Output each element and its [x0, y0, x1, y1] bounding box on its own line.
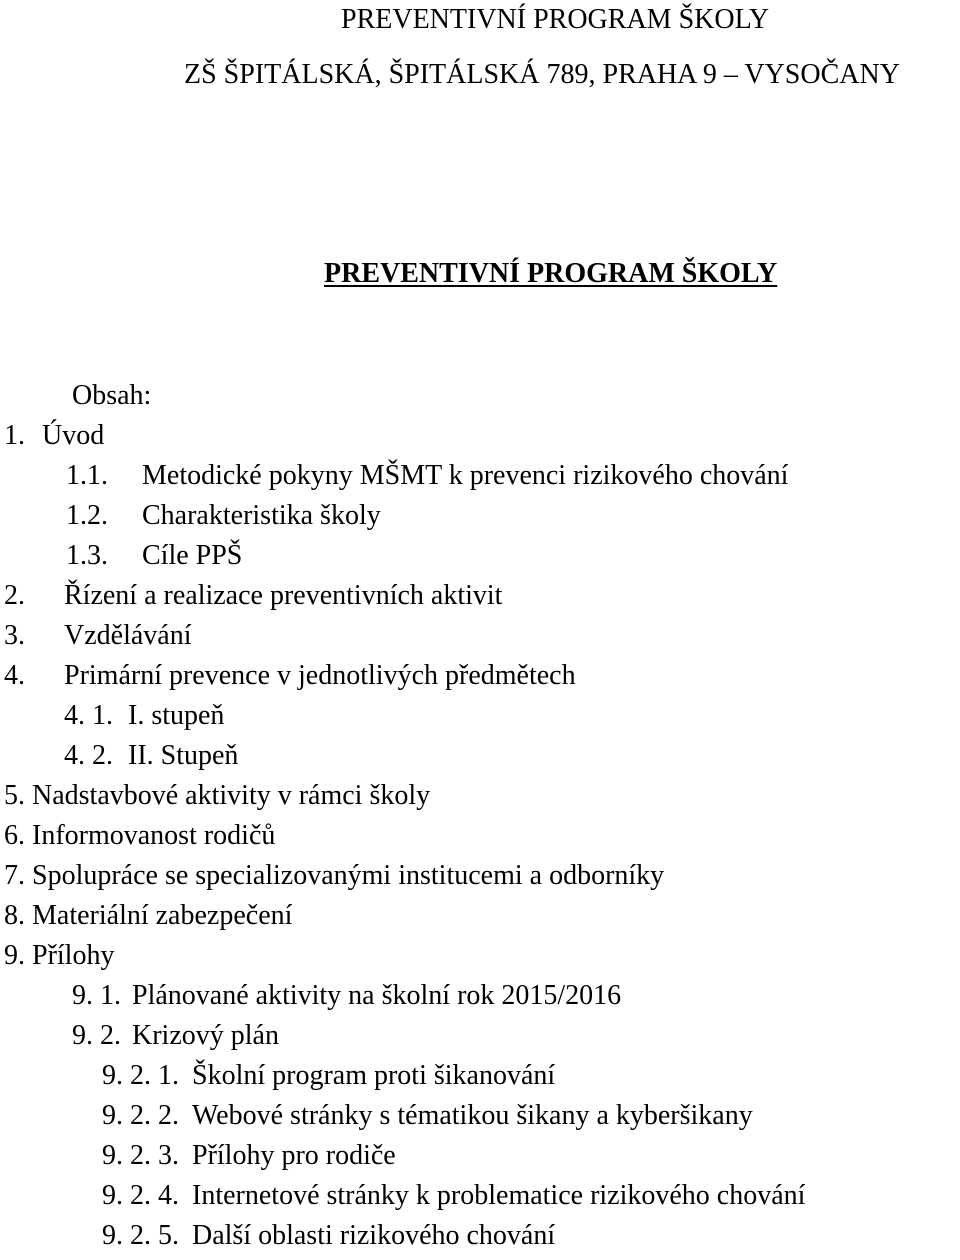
document-title: PREVENTIVNÍ PROGRAM ŠKOLY: [324, 258, 778, 289]
toc-item-number: 9. 2. 2.: [102, 1100, 179, 1131]
toc-item: [0, 540, 960, 580]
toc-item: [0, 860, 960, 900]
toc-item-number: 4. 1.: [64, 700, 113, 731]
toc-item: [0, 1020, 960, 1060]
toc-item-text: Plánované aktivity na školní rok 2015/2016: [132, 980, 622, 1011]
toc-item-text: Vzdělávání: [64, 620, 192, 651]
toc-item-number: 1.2.: [66, 500, 108, 531]
toc-item: [0, 460, 960, 500]
toc-item: [0, 1180, 960, 1220]
toc-item-number: 3.: [4, 620, 25, 651]
toc-item-number: 9. 2.: [72, 1020, 121, 1051]
toc-item-text: Další oblasti rizikového chování: [192, 1220, 556, 1251]
toc-item-number: 1.: [4, 420, 25, 451]
toc-item-text: I. stupeň: [128, 700, 225, 731]
toc-item-number: 8.: [4, 900, 25, 931]
toc-item: [0, 820, 960, 860]
toc-item-number: 9.: [4, 940, 25, 971]
toc-item: [0, 700, 960, 740]
toc-item: [0, 980, 960, 1020]
toc-item-number: 1.1.: [66, 460, 108, 491]
toc-item: [0, 1100, 960, 1140]
toc-item-text: Primární prevence v jednotlivých předmětech: [64, 660, 576, 691]
table-of-contents: [0, 420, 960, 1260]
toc-item: [0, 500, 960, 540]
toc-item-number: 7.: [4, 860, 25, 891]
toc-item-text: Internetové stránky k problematice rizikového chování: [192, 1180, 806, 1211]
toc-item-number: 2.: [4, 580, 25, 611]
toc-item: [0, 1140, 960, 1180]
header-school-name: ZŠ ŠPITÁLSKÁ, ŠPITÁLSKÁ 789, PRAHA 9 – VYSOČANY: [184, 59, 900, 90]
toc-item-text: Školní program proti šikanování: [192, 1060, 556, 1091]
toc-item-text: Cíle PPŠ: [142, 540, 243, 571]
toc-item: [0, 1060, 960, 1100]
toc-item-number: 4. 2.: [64, 740, 113, 771]
toc-item-text: Krizový plán: [132, 1020, 279, 1051]
toc-label: Obsah:: [72, 380, 152, 411]
toc-item: [0, 420, 960, 460]
toc-item-text: Nadstavbové aktivity v rámci školy: [32, 780, 431, 811]
toc-item-text: Úvod: [42, 420, 105, 451]
toc-item-number: 1.3.: [66, 540, 108, 571]
toc-item: [0, 1220, 960, 1260]
toc-item-text: Přílohy: [32, 940, 115, 971]
toc-item-text: Přílohy pro rodiče: [192, 1140, 396, 1171]
toc-item-text: Charakteristika školy: [142, 500, 381, 531]
toc-item-text: II. Stupeň: [128, 740, 239, 771]
toc-item-number: 9. 2. 3.: [102, 1140, 179, 1171]
toc-item-number: 9. 1.: [72, 980, 121, 1011]
toc-item-text: Webové stránky s tématikou šikany a kyberšikany: [192, 1100, 753, 1131]
toc-item: [0, 620, 960, 660]
toc-item-number: 6.: [4, 820, 25, 851]
toc-item-number: 5.: [4, 780, 25, 811]
toc-item: [0, 780, 960, 820]
toc-item-number: 9. 2. 1.: [102, 1060, 179, 1091]
toc-item-text: Informovanost rodičů: [32, 820, 276, 851]
header-program-title: PREVENTIVNÍ PROGRAM ŠKOLY: [341, 4, 770, 35]
toc-item: [0, 740, 960, 780]
toc-item-text: Metodické pokyny MŠMT k prevenci rizikového chování: [142, 460, 789, 491]
toc-item: [0, 900, 960, 940]
toc-item-text: Materiální zabezpečení: [32, 900, 293, 931]
toc-item: [0, 940, 960, 980]
toc-item-text: Řízení a realizace preventivních aktivit: [64, 580, 503, 611]
toc-item-number: 9. 2. 4.: [102, 1180, 179, 1211]
toc-item: [0, 580, 960, 620]
toc-item: [0, 660, 960, 700]
toc-item-number: 4.: [4, 660, 25, 691]
toc-item-number: 9. 2. 5.: [102, 1220, 179, 1251]
toc-item-text: Spolupráce se specializovanými institucemi a odborníky: [32, 860, 665, 891]
